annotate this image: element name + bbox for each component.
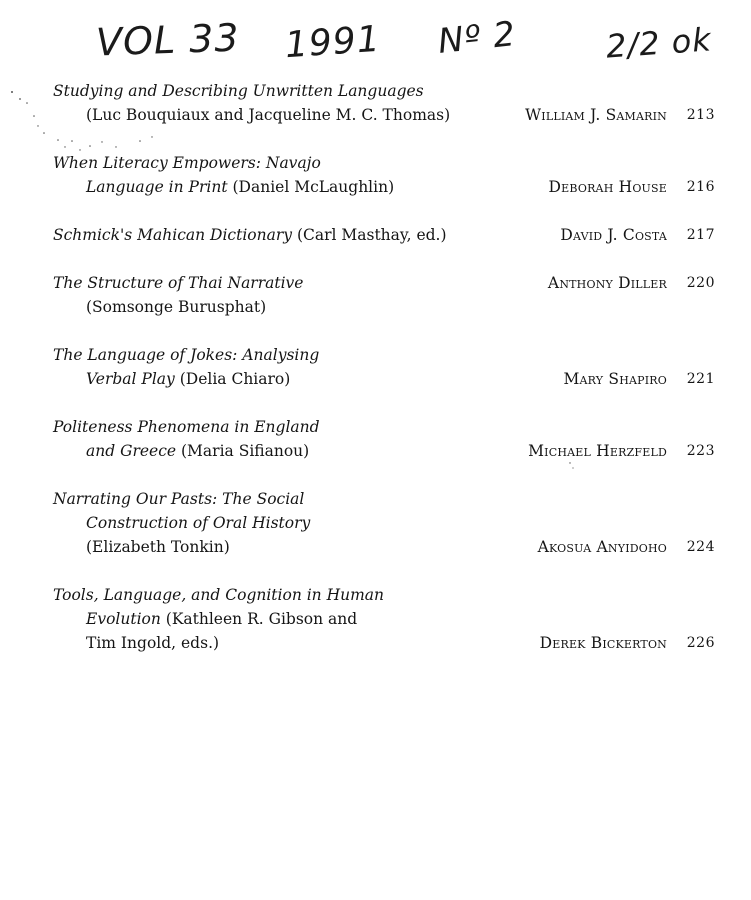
title-continuation-line <box>53 103 723 127</box>
review-entry <box>53 583 723 655</box>
reviewer-name: Derek Bickerton <box>539 634 667 652</box>
handwritten-volume: VOL 33 <box>95 15 241 65</box>
title-continuation-line <box>53 511 723 535</box>
handwritten-number: Nº 2 <box>436 14 518 62</box>
review-entry <box>53 151 723 199</box>
review-entry <box>53 343 723 391</box>
author-text: (Somsonge Burusphat) <box>86 298 267 316</box>
reviewer-name: Deborah House <box>548 178 667 196</box>
reviewer-name: Mary Shapiro <box>563 370 667 388</box>
page-number: 221 <box>686 371 715 387</box>
review-entry <box>53 271 723 319</box>
book-title-text: Evolution <box>86 610 161 628</box>
book-title-text: The Language of Jokes: Analysing <box>53 346 320 364</box>
handwritten-note: 2/2 ok <box>604 20 713 66</box>
review-entry <box>53 223 723 247</box>
book-title-text: Schmick's Mahican Dictionary <box>53 226 293 244</box>
page-number: 216 <box>686 179 715 195</box>
book-title-text: Language in Print <box>86 178 228 196</box>
book-title-text: and Greece <box>86 442 177 460</box>
book-title-text: Studying and Describing Unwritten Languages <box>53 82 424 100</box>
book-title-text: Construction of Oral History <box>86 514 311 532</box>
author-text: (Luc Bouquiaux and Jacqueline M. C. Thomas) <box>86 106 451 124</box>
page-number: 213 <box>686 107 715 123</box>
title-continuation-line <box>53 367 723 391</box>
page-number: 223 <box>686 443 715 459</box>
reviewer-name: William J. Samarin <box>525 106 667 124</box>
book-title-text: Tools, Language, and Cognition in Human <box>53 586 385 604</box>
book-title-text: The Structure of Thai Narrative <box>53 274 304 292</box>
title-line <box>53 487 723 511</box>
review-entry <box>53 79 723 127</box>
title-line <box>53 151 723 175</box>
title-continuation-line <box>53 295 723 319</box>
title-line <box>53 79 723 103</box>
reviewer-name: Akosua Anyidoho <box>537 538 667 556</box>
title-continuation-line <box>53 175 723 199</box>
title-continuation-line <box>53 439 723 463</box>
page-number: 217 <box>686 227 715 243</box>
title-line <box>53 415 723 439</box>
page-number: 220 <box>686 275 715 291</box>
page-number: 226 <box>686 635 715 651</box>
author-text: (Kathleen R. Gibson and <box>160 610 358 628</box>
title-continuation-line <box>53 631 723 655</box>
author-text: (Maria Sifianou) <box>176 442 310 460</box>
reviewer-name: David J. Costa <box>560 226 667 244</box>
title-continuation-line <box>53 607 723 631</box>
title-line <box>53 583 723 607</box>
reviewer-name: Michael Herzfeld <box>528 442 667 460</box>
review-entry <box>53 487 723 559</box>
title-continuation-line <box>53 535 723 559</box>
book-title-text: Politeness Phenomena in England <box>53 418 320 436</box>
book-title-text: Narrating Our Pasts: The Social <box>53 490 305 508</box>
author-text: (Carl Masthay, ed.) <box>292 226 447 244</box>
author-text: (Elizabeth Tonkin) <box>86 538 230 556</box>
title-line <box>53 271 723 295</box>
reviewer-name: Anthony Diller <box>547 274 667 292</box>
page-number: 224 <box>686 539 715 555</box>
author-text: Tim Ingold, eds.) <box>86 634 220 652</box>
author-text: (Daniel McLaughlin) <box>227 178 395 196</box>
author-text: (Delia Chiaro) <box>174 370 291 388</box>
review-entry <box>53 415 723 463</box>
handwritten-year: 1991 <box>283 18 382 67</box>
title-line <box>53 343 723 367</box>
title-line <box>53 223 723 247</box>
book-title-text: When Literacy Empowers: Navajo <box>53 154 321 172</box>
book-title-text: Verbal Play <box>86 370 175 388</box>
